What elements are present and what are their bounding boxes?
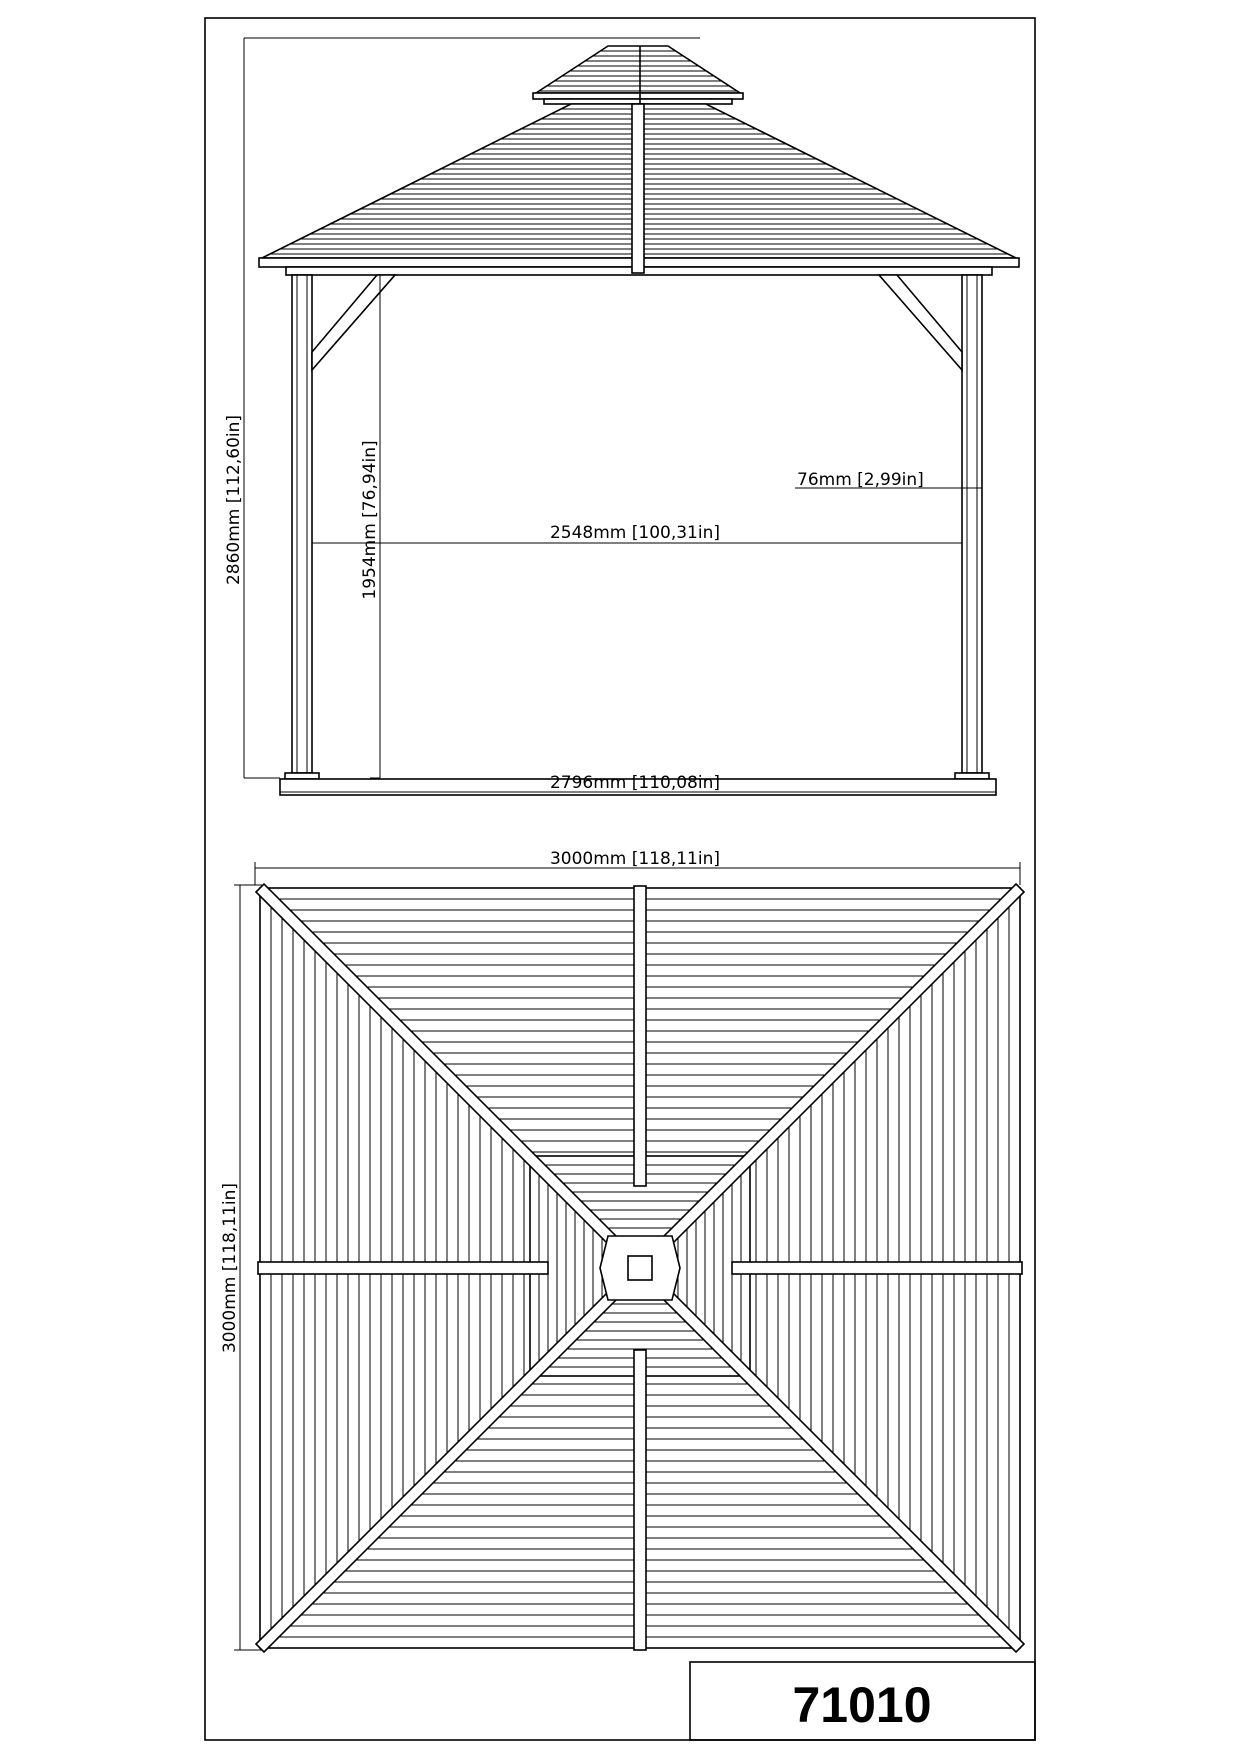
top-width-label: 3000mm [118,11in] [549, 849, 721, 869]
top-view [220, 849, 1024, 1652]
cupola-roof [533, 46, 743, 104]
top-depth-label: 3000mm [118,11in] [220, 1182, 240, 1354]
inner-width-label: 2548mm [100,31in] [549, 523, 721, 543]
title-block [690, 1662, 1035, 1740]
base-width-label: 2796mm [110,08in] [549, 773, 721, 793]
total-height-label: 2860mm [112,60in] [224, 414, 244, 586]
apex-cap [600, 1236, 680, 1300]
model-number: 71010 [792, 1677, 932, 1733]
post-size-label: 76mm [2,99in] [797, 470, 924, 490]
main-roof [259, 104, 1019, 275]
side-elevation [224, 38, 1019, 795]
clear-height-label: 1954mm [76,94in] [360, 440, 380, 600]
